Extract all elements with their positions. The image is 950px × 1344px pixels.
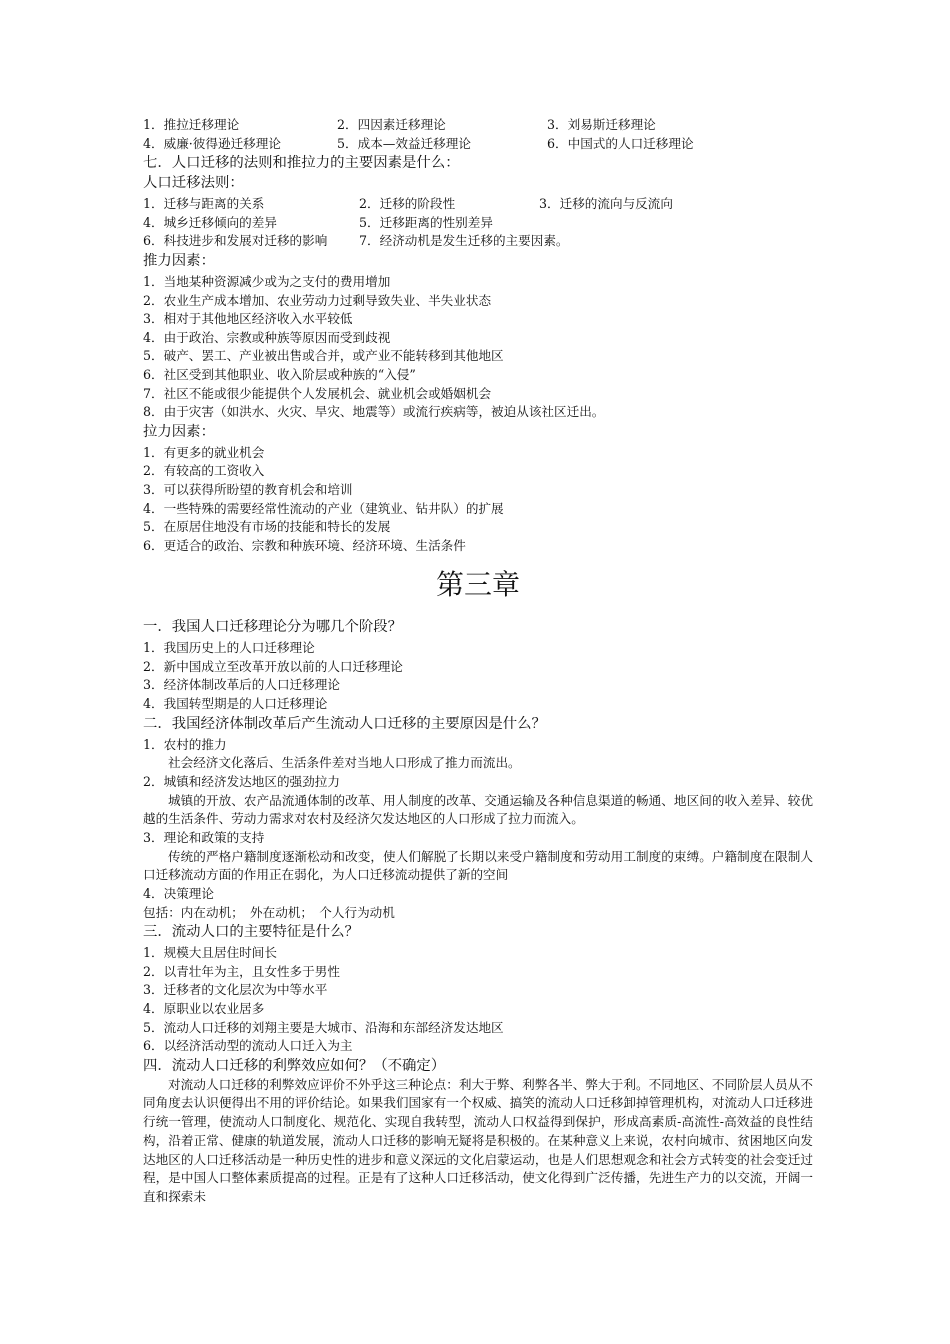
section-heading: 四．流动人口迁移的利弊效应如何？（不确定） [143,1057,446,1074]
document-page [143,116,813,1207]
chapter-title: 第三章 [435,568,520,602]
list-item: 6．社区受到其他职业、收入阶层或种族的“入侵” [143,366,416,382]
subsection-heading: 拉力因素： [143,423,215,440]
list-item: 2．新中国成立至改革开放以前的人口迁移理论 [143,658,403,674]
list-item: 1．农村的推力 [143,736,227,752]
list-item: 6．科技进步和发展对迁移的影响 [143,233,328,249]
list-item: 4．我国转型期是的人口迁移理论 [143,696,328,712]
list-item: 8．由于灾害（如洪水、火灾、旱灾、地震等）或流行疾病等，被迫从该社区迁出。 [143,404,605,420]
paragraph: 城镇的开放、农产品流通体制的改革、用人制度的改革、交通运输及各种信息渠道的畅通、地区间的收入差异、较优越的生活条件、劳动力需求对农村及经济欠发达地区的人口形成了拉力而流入。 [143,792,813,827]
section-heading: 二．我国经济体制改革后产生流动人口迁移的主要原因是什么？ [143,715,546,732]
list-item: 7．经济动机是发生迁移的主要因素。 [359,233,569,249]
section-heading: 一．我国人口迁移理论分为哪几个阶段？ [143,619,403,636]
law-row [143,214,813,233]
push-list [143,273,813,422]
list-item: 1．规模大且居住时间长 [143,945,277,961]
paragraph: 社会经济文化落后、生活条件差对当地人口形成了推力而流出。 [168,755,521,771]
list-item: 5．成本—效益迁移理论 [337,135,471,151]
list-item: 1．迁移与距离的关系 [143,196,265,212]
list-item: 5．流动人口迁移的刘翔主要是大城市、沿海和东部经济发达地区 [143,1019,504,1035]
list-item: 2．农业生产成本增加、农业劳动力过剩导致失业、半失业状态 [143,292,492,308]
law-row [143,232,813,251]
list-item: 1．当地某种资源减少或为之支付的费用增加 [143,273,391,289]
paragraph: 包括：内在动机； 外在动机； 个人行为动机 [143,904,395,920]
list-item: 7．社区不能或很少能提供个人发展机会、就业机会或婚姻机会 [143,385,492,401]
list-item: 3．可以获得所盼望的教育机会和培训 [143,481,353,497]
list-item: 1．有更多的就业机会 [143,444,265,460]
paragraph: 对流动人口迁移的利弊效应评价不外乎这三种论点：利大于弊、利弊各半、弊大于利。不同地区、不同阶层人员从不同角度去认识便得出不用的评价结论。如果我们国家有一个权威、搞笑的流动人口迁移卸掉管理机构，对流动人口迁移进行统一管理，使流动人口制度化、规范化、实现自我转型，流动人口权益得到保护，形成高素质-高流性-高效益的良性结构，沿着正常、健康的轨道发展，流动人口迁移的影响无疑将是积极的。在某种意义上来说，农村向城市、贫困地区向发达地区的人口迁移活动是一种历史性的进步和意义深远的文化启蒙运动，也是人们思想观念和社会方式转变的社会变迁过程，是中国人口整体素质提高的过程。正是有了这种人口迁移活动，使文化得到广泛传播，先进生产力的以交流，开阔一直和探索未 [143,1076,813,1204]
list-item: 3．经济体制改革后的人口迁移理论 [143,677,340,693]
section-heading: 七．人口迁移的法则和推拉力的主要因素是什么： [143,155,460,172]
list-item: 5．在原居住地没有市场的技能和特长的发展 [143,519,391,535]
list-item: 6．更适合的政治、宗教和种族环境、经济环境、生活条件 [143,537,466,553]
list-item: 3．迁移者的文化层次为中等水平 [143,982,328,998]
theory-row [143,135,813,154]
list-item: 2．城镇和经济发达地区的强劲拉力 [143,773,340,789]
list-item: 6．中国式的人口迁移理论 [547,135,694,151]
list-item: 5．迁移距离的性别差异 [359,214,493,230]
list-item: 4．一些特殊的需要经常性流动的产业（建筑业、钻井队）的扩展 [143,500,504,516]
list-item: 1．我国历史上的人口迁移理论 [143,640,315,656]
list-item: 3．理论和政策的支持 [143,829,265,845]
list-item: 4．城乡迁移倾向的差异 [143,214,277,230]
list-item: 4．威廉·彼得逊迁移理论 [143,135,281,151]
paragraph: 传统的严格户籍制度逐渐松动和改变，使人们解脱了长期以来受户籍制度和劳动用工制度的束缚。户籍制度在限制人口迁移流动方面的作用正在弱化，为人口迁移流动提供了新的空间 [143,848,813,883]
list-item: 4．决策理论 [143,885,214,901]
list-item: 2．有较高的工资收入 [143,463,265,479]
list-item: 2．四因素迁移理论 [337,117,446,132]
list-item: 6．以经济活动型的流动人口迁入为主 [143,1038,353,1054]
section-heading: 三．流动人口的主要特征是什么？ [143,924,359,941]
pull-list [143,444,813,556]
subsection-heading: 推力因素： [143,252,215,269]
subsection-heading: 人口迁移法则： [143,175,244,192]
theory-row [143,116,813,135]
list-item: 2．以青壮年为主，且女性多于男性 [143,963,340,979]
list-item: 3．相对于其他地区经济收入水平较低 [143,311,353,327]
list-item: 3．刘易斯迁移理论 [547,117,656,132]
list-item: 1．推拉迁移理论 [143,117,240,132]
list-item: 4．由于政治、宗教或种族等原因而受到歧视 [143,329,391,345]
list-item: 4．原职业以农业居多 [143,1000,265,1016]
list-item: 5．破产、罢工、产业被出售或合并，或产业不能转移到其他地区 [143,348,504,364]
list-item: 3．迁移的流向与反流向 [539,196,673,212]
list-item: 2．迁移的阶段性 [359,196,456,212]
law-row [143,195,813,214]
